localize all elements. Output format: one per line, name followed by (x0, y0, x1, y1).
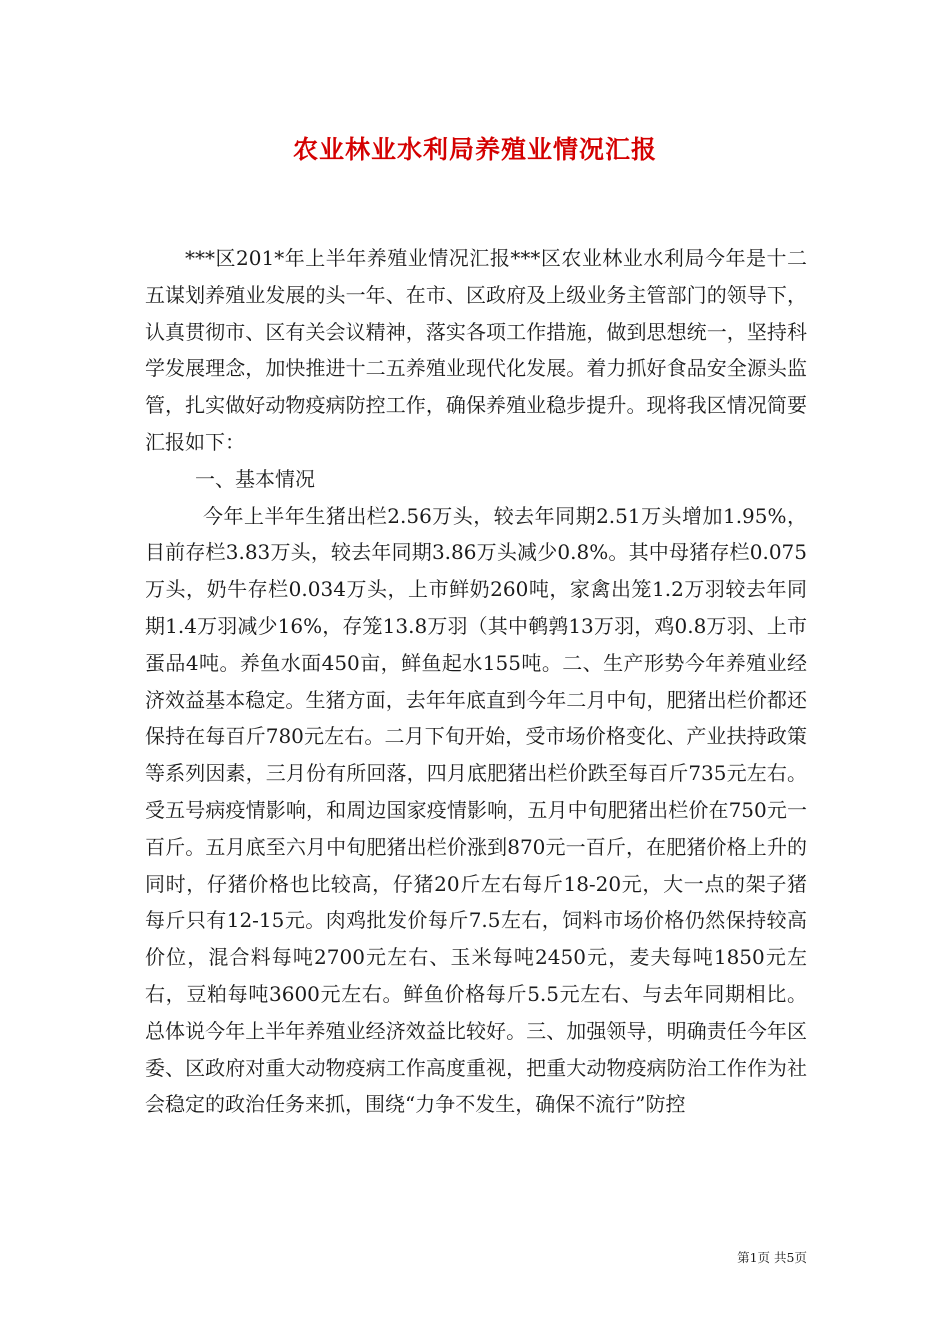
page-title: 农业林业水利局养殖业情况汇报 (292, 135, 657, 164)
document-body (145, 240, 807, 1123)
section-heading: 一、基本情况 (195, 466, 315, 491)
intro-paragraph: ***区201*年上半年养殖业情况汇报***区农业林业水利局今年是十二五谋划养殖业发展的头一年、在市、区政府及上级业务主管部门的领导下，认真贯彻市、区有关会议精神，落实各项工作措施，做到思想统一，坚持科学发展理念，加快推进十二五养殖业现代化发展。着力抓好食品安全源头监管，扎实做好动物疫病防控工作，确保养殖业稳步提升。现将我区情况简要汇报如下： (145, 246, 807, 454)
main-paragraph: 今年上半年生猪出栏2.56万头，较去年同期2.51万头增加1.95%，目前存栏3.83万头，较去年同期3.86万头减少0.8%。其中母猪存栏0.075万头，奶牛存栏0.034万头，上市鲜奶260吨，家禽出笼1.2万羽较去年同期1.4万羽减少16%，存笼13.8万羽（其中鹌鹑13万羽，鸡0.8万羽、上市蛋品4吨。养鱼水面450亩，鲜鱼起水155吨。二、生产形势今年养殖业经济效益基本稳定。生猪方面，去年年底直到今年二月中旬，肥猪出栏价都还保持在每百斤780元左右。二月下旬开始，受市场价格变化、产业扶持政策等系列因素，三月份有所回落，四月底肥猪出栏价跌至每百斤735元左右。受五号病疫情影响，和周边国家疫情影响，五月中旬肥猪出栏价在750元一百斤。五月底至六月中旬肥猪出栏价涨到870元一百斤，在肥猪价格上升的同时，仔猪价格也比较高，仔猪20斤左右每斤18-20元，大一点的架子猪每斤只有12-15元。肉鸡批发价每斤7.5左右，饲料市场价格仍然保持较高价位，混合料每吨2700元左右、玉米每吨2450元，麦夫每吨1850元左右，豆粕每吨3600元左右。鲜鱼价格每斤5.5元左右、与去年同期相比。总体说今年上半年养殖业经济效益比较好。三、加强领导，明确责任今年区委、区政府对重大动物疫病工作高度重视，把重大动物疫病防治工作作为社会稳定的政治任务来抓，围绕“力争不发生，确保不流行”防控 (145, 503, 807, 1117)
page-number: 第1页 共5页 (737, 1250, 807, 1265)
